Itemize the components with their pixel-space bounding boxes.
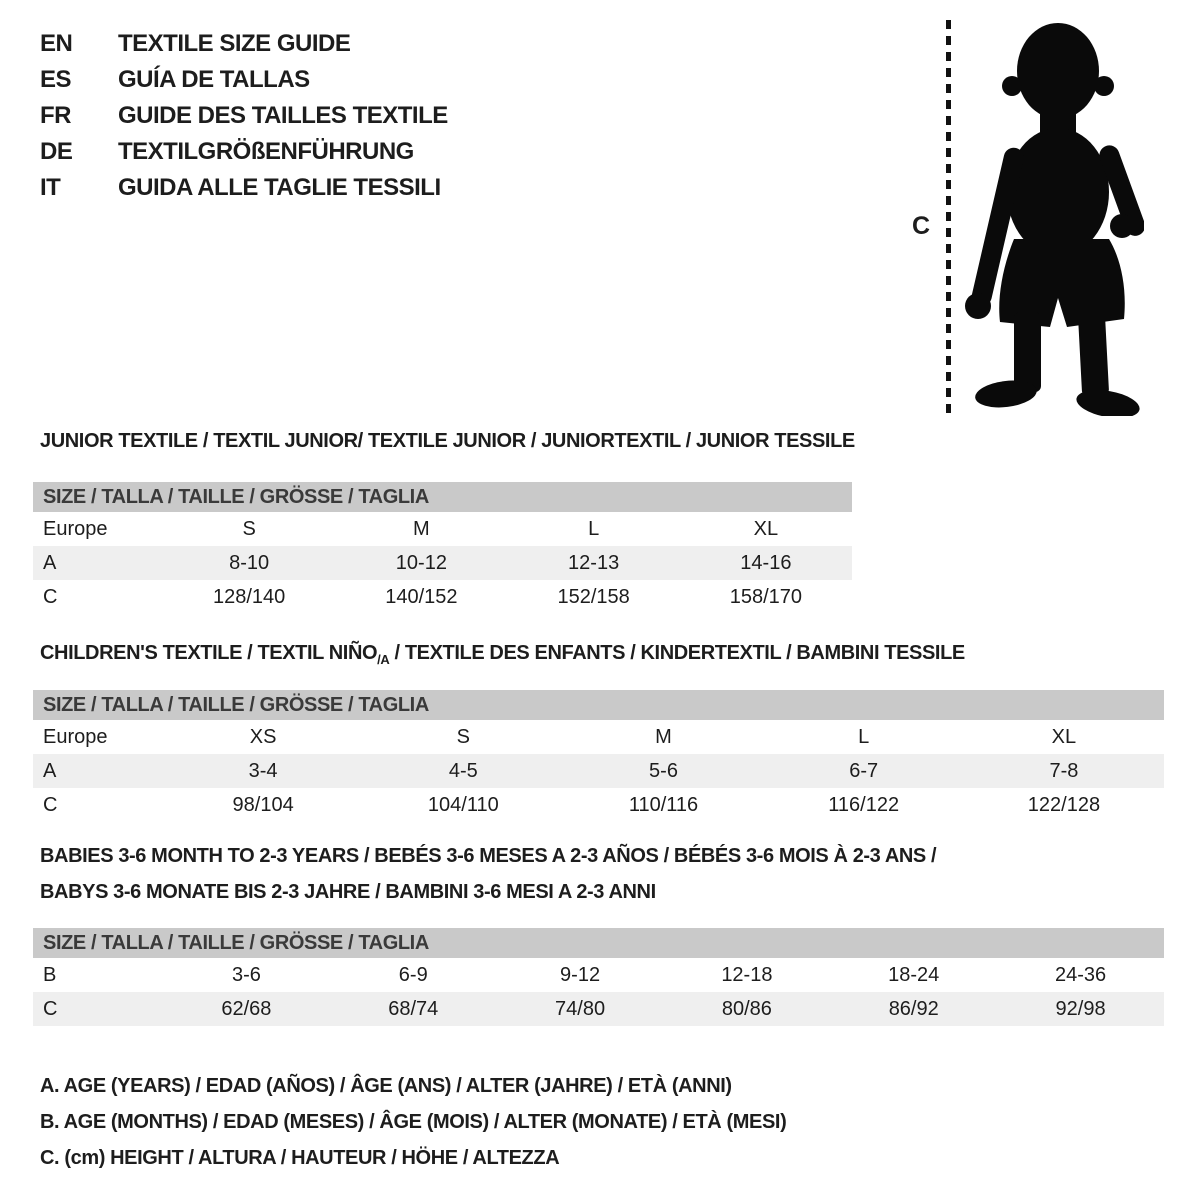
- junior-size-table: [33, 482, 852, 614]
- footnote-a: A. AGE (YEARS) / EDAD (AÑOS) / ÂGE (ANS) / ALTER (JAHRE) / ETÀ (ANNI): [40, 1075, 732, 1097]
- lang-title: TEXTILE SIZE GUIDE: [118, 30, 351, 57]
- lang-row-en: [40, 26, 448, 62]
- size-header-bar: SIZE / TALLA / TAILLE / GRÖSSE / TAGLIA: [33, 928, 1164, 958]
- lang-code: DE: [40, 138, 73, 165]
- lang-row-es: [40, 62, 448, 98]
- footnote-b: B. AGE (MONTHS) / EDAD (MESES) / ÂGE (MOIS) / ALTER (MONATE) / ETÀ (MESI): [40, 1111, 787, 1133]
- table-cell: XS: [249, 725, 277, 748]
- table-cell: 5-6: [649, 759, 678, 782]
- children-title-sub: /A: [377, 652, 390, 667]
- table-cell: XL: [753, 517, 779, 540]
- height-measure-dashed-line: [946, 20, 951, 416]
- table-row: [33, 788, 1164, 822]
- row-label: C: [43, 997, 58, 1020]
- table-cell: 6-9: [398, 963, 428, 986]
- table-row: [33, 580, 852, 614]
- table-cell: 80/86: [721, 997, 772, 1020]
- table-cell: 3-6: [231, 963, 261, 986]
- table-cell: 152/158: [557, 585, 630, 608]
- children-title-part1: CHILDREN'S TEXTILE / TEXTIL NIÑO: [40, 642, 378, 664]
- row-label: A: [43, 551, 57, 574]
- row-label: A: [43, 759, 57, 782]
- table-cell: M: [413, 517, 430, 540]
- table-cell: 24-36: [1054, 963, 1107, 986]
- lang-title: GUÍA DE TALLAS: [118, 66, 310, 93]
- table-cell: 8-10: [229, 551, 270, 574]
- table-row: [33, 958, 1164, 992]
- language-title-list: [40, 26, 448, 206]
- height-measure-label: C: [912, 212, 931, 240]
- table-row: [33, 754, 1164, 788]
- table-cell: 14-16: [740, 551, 792, 574]
- table-cell: 68/74: [388, 997, 439, 1020]
- lang-row-de: [40, 134, 448, 170]
- table-cell: 12-13: [568, 551, 620, 574]
- table-row: [33, 720, 1164, 754]
- lang-title: GUIDA ALLE TAGLIE TESSILI: [118, 174, 441, 201]
- children-section-title: [40, 642, 965, 667]
- table-cell: S: [456, 725, 470, 748]
- row-label: C: [43, 585, 58, 608]
- lang-code: FR: [40, 102, 71, 129]
- table-cell: S: [242, 517, 256, 540]
- lang-code: IT: [40, 174, 61, 201]
- table-cell: 62/68: [221, 997, 272, 1020]
- table-row: [33, 512, 852, 546]
- table-cell: 10-12: [395, 551, 447, 574]
- row-label: B: [43, 963, 57, 986]
- toddler-silhouette-icon: [962, 14, 1144, 416]
- table-cell: 122/128: [1027, 793, 1101, 816]
- babies-section-title-line1: BABIES 3-6 MONTH TO 2-3 YEARS / BEBÉS 3-6 MESES A 2-3 AÑOS / BÉBÉS 3-6 MOIS À 2-3 ANS /: [40, 845, 937, 867]
- table-cell: 18-24: [888, 963, 940, 986]
- footnote-c: C. (cm) HEIGHT / ALTURA / HAUTEUR / HÖHE / ALTEZZA: [40, 1147, 560, 1169]
- lang-row-it: [40, 170, 448, 206]
- children-title-part2: / TEXTILE DES ENFANTS / KINDERTEXTIL / BAMBINI TESSILE: [389, 642, 965, 664]
- table-cell: 74/80: [555, 997, 606, 1020]
- table-cell: 116/122: [828, 793, 900, 816]
- lang-code: ES: [40, 66, 72, 93]
- lang-title: GUIDE DES TAILLES TEXTILE: [118, 102, 448, 129]
- table-cell: 6-7: [849, 759, 879, 782]
- babies-section-title-line2: BABYS 3-6 MONATE BIS 2-3 JAHRE / BAMBINI 3-6 MESI A 2-3 ANNI: [40, 881, 656, 903]
- row-label: C: [43, 793, 58, 816]
- table-cell: 104/110: [427, 793, 499, 816]
- table-cell: 158/170: [729, 585, 803, 608]
- table-cell: 86/92: [888, 997, 939, 1020]
- table-cell: M: [655, 725, 672, 748]
- table-cell: 12-18: [721, 963, 773, 986]
- footnote-legend: [40, 1068, 786, 1176]
- junior-section-title: JUNIOR TEXTILE / TEXTIL JUNIOR/ TEXTILE JUNIOR / JUNIORTEXTIL / JUNIOR TESSILE: [40, 430, 855, 452]
- table-cell: 7-8: [1049, 759, 1079, 782]
- table-cell: 110/116: [628, 793, 699, 816]
- table-cell: L: [588, 517, 600, 540]
- table-cell: 140/152: [385, 585, 458, 608]
- lang-row-fr: [40, 98, 448, 134]
- table-row: [33, 992, 1164, 1026]
- table-cell: 4-5: [448, 759, 478, 782]
- row-label: Europe: [43, 725, 108, 748]
- row-label: Europe: [43, 517, 108, 540]
- babies-size-table: [33, 928, 1164, 1026]
- table-cell: XL: [1051, 725, 1077, 748]
- table-cell: 128/140: [212, 585, 286, 608]
- table-cell: L: [858, 725, 870, 748]
- table-row: [33, 546, 852, 580]
- lang-code: EN: [40, 30, 73, 57]
- table-cell: 92/98: [1055, 997, 1106, 1020]
- table-cell: 98/104: [232, 793, 294, 816]
- table-cell: 9-12: [560, 963, 601, 986]
- size-header-bar: SIZE / TALLA / TAILLE / GRÖSSE / TAGLIA: [33, 482, 852, 512]
- table-cell: 3-4: [248, 759, 278, 782]
- lang-title: TEXTILGRÖßENFÜHRUNG: [118, 138, 414, 165]
- size-header-bar: SIZE / TALLA / TAILLE / GRÖSSE / TAGLIA: [33, 690, 1164, 720]
- children-size-table: [33, 690, 1164, 822]
